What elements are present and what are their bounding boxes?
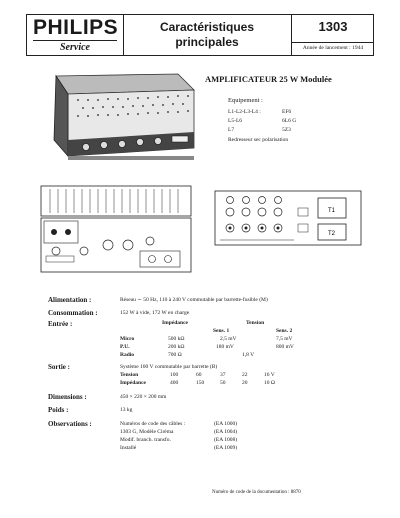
sortie-tension-1: 100 [170,372,179,378]
sens2-heading: Sens. 2 [276,328,293,334]
sortie-impedance-label: Impédance [120,380,146,386]
observations-label: Observations : [48,420,92,428]
sens1-heading: Sens. 1 [213,328,230,334]
sortie-tension-4: 22 [242,372,248,378]
front-panel-diagram [40,185,192,285]
input-s1-radio: 1,8 V [242,352,255,358]
documentation-code: Numéro de code de la documentation : 8870 [212,490,301,495]
doc-title-line2: principales [175,35,239,49]
svg-text:T2: T2 [328,231,336,237]
title-cell [123,15,292,55]
obs-text-4: Installé [120,445,137,451]
sortie-imp-3: 50 [220,380,226,386]
tube-label-2: L5-L6 [228,118,243,124]
equipment-heading: Equipement : [228,97,263,104]
brand-subtitle: Service [33,40,117,53]
obs-code-4: (EA 1009) [214,445,238,451]
obs-code-2: (EA 1004) [214,429,238,435]
dimensions-value: 450 × 220 × 200 mm [120,394,167,400]
sortie-tension-label: Tension [120,372,139,378]
model-number: 1303 [318,19,348,34]
obs-text-2: 1303 G, Modèle Ciréma [120,429,174,435]
obs-text-1: Numéros de code des câbles : [120,421,186,427]
input-imp-radio: 700 Ω [168,352,182,358]
sortie-imp-2: 150 [196,380,205,386]
obs-text-3: Modif. branch. transfo. [120,437,171,443]
poids-label: Poids : [48,406,69,414]
sortie-label: Sortie : [48,363,70,371]
model-title: AMPLIFICATEUR 25 W Modulée [205,74,332,84]
tube-type-2: 6L6 G [282,118,297,124]
rear-panel-diagram [214,190,362,246]
sortie-imp-1: 400 [170,380,179,386]
dimensions-label: Dimensions : [48,393,87,401]
input-s1-pu: 180 mV [216,344,234,350]
alimentation-label: Alimentation : [48,296,92,304]
obs-code-3: (EA 1008) [214,437,238,443]
brand-cell [27,15,124,55]
alimentation-value: Réseau ∼ 50 Hz, 110 à 240 V commutable par barrette-fusible (M) [120,297,268,303]
sortie-tension-3: 37 [220,372,226,378]
tube-label-1: L1-L2-L3-L4 : [228,109,261,115]
input-name-radio: Radio [120,352,135,358]
brand-logo: PHILIPS [33,16,119,39]
tension-heading: Tension [246,320,265,326]
consommation-value: 152 W à vide, 172 W en charge [120,310,190,316]
sortie-tension-5: 16 V [264,372,275,378]
sortie-imp-4: 20 [242,380,248,386]
entree-label: Entrée : [48,320,73,328]
input-imp-micro: 500 kΩ [168,336,185,342]
consommation-label: Consommation : [48,309,98,317]
tube-type-1: EF6 [282,109,292,115]
amplifier-photo [38,70,200,172]
input-s2-micro: 7,5 mV [276,336,293,342]
svg-text:T1: T1 [328,208,336,214]
obs-code-1: (EA 1000) [214,421,238,427]
input-name-micro: Micro [120,336,135,342]
sortie-imp-5: 10 Ω [264,380,275,386]
tube-type-3: 5Z3 [282,127,291,133]
rectifier-note: Redresseur sec polarisation [228,137,289,143]
impedance-heading: Impédance [162,320,188,326]
tube-label-3: L7 [228,127,235,133]
number-cell [292,15,374,55]
sortie-intro: Système 100 V commutable par barrette (B) [120,364,218,370]
header-box [26,14,374,56]
input-s2-pu: 800 mV [276,344,294,350]
poids-value: 13 kg [120,407,133,413]
input-name-pu: P.U. [120,344,130,350]
input-imp-pu: 200 kΩ [168,344,185,350]
sortie-tension-2: 60 [196,372,202,378]
input-s1-micro: 2,5 mV [220,336,237,342]
launch-year: Année de lancement : 1944 [292,42,374,51]
doc-title-line1: Caractéristiques [159,20,255,34]
